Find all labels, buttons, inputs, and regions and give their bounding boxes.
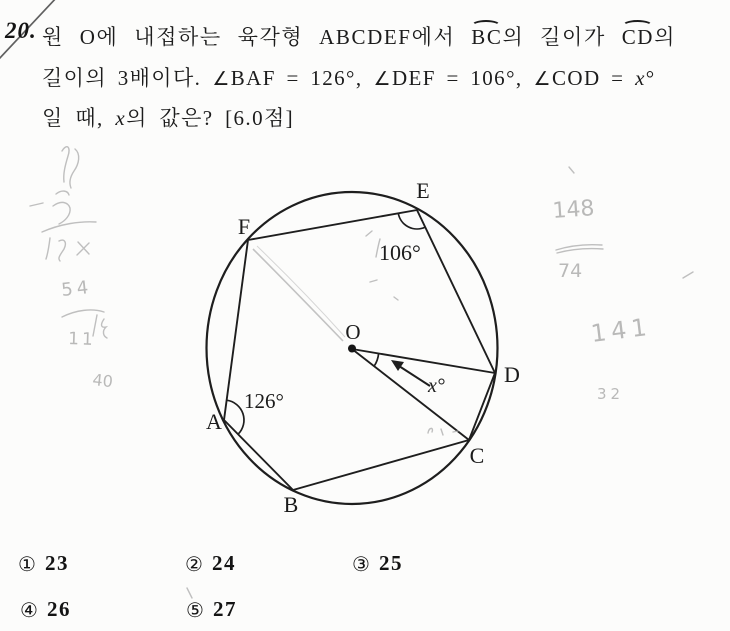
choice-4 (20, 597, 71, 622)
line3-text-b: 의 값은? [6.0점] (126, 106, 295, 130)
pencil-line-F-to-O (253, 246, 345, 341)
angle-value-at-E: 106° (379, 240, 421, 265)
label-F: F (237, 214, 251, 239)
angle-symbol: ∠ (533, 68, 552, 90)
variable-x: x (635, 66, 646, 90)
label-O: O (345, 320, 361, 344)
line2-angle-BAF: BAF = 126°, (230, 66, 363, 90)
angle-symbol: ∠ (373, 68, 392, 90)
arc-BC-notation (471, 25, 502, 50)
question-line1-prefix: 원 O에 내접하는 육각형 ABCDEF에서 (42, 25, 472, 49)
label-E: E (416, 178, 430, 203)
handwriting-right-frac-numerator: 148 (551, 196, 596, 224)
line2-text: 길이의 3배이다. (42, 66, 202, 90)
choice-1-value: 23 (44, 551, 69, 575)
angle-value-at-O: x° (428, 375, 445, 397)
x-angle-arrow (391, 360, 430, 386)
question-line1-suffix: 의 (654, 25, 676, 49)
line3-text-a: 일 때, (42, 106, 116, 130)
label-A: A (206, 409, 222, 434)
angle-value-at-A: 126° (244, 389, 284, 413)
center-point-O (348, 345, 356, 353)
handwriting-left-frac-denominator: 11 (67, 329, 97, 350)
pencil-small-marks (187, 231, 458, 598)
choice-5-marker: ⑤ (186, 597, 204, 622)
choice-2-marker: ② (185, 551, 203, 576)
choice-4-value: 26 (46, 597, 71, 621)
arc-CD-notation (622, 25, 654, 50)
pencil-scribbles-left (30, 147, 107, 338)
label-B: B (283, 492, 299, 517)
angle-arc-at-O (374, 354, 379, 367)
arc-BC-text: BC (471, 25, 503, 49)
choice-1-marker: ① (18, 551, 36, 576)
angle-arc-at-A (227, 400, 244, 434)
label-D: D (504, 362, 520, 387)
variable-x: x (115, 106, 127, 130)
question-line-3 (42, 102, 294, 132)
question-line-1 (42, 21, 676, 51)
choice-5 (186, 597, 237, 622)
choice-5-value: 27 (212, 597, 237, 621)
question-line1-mid: 의 길이가 (502, 25, 622, 49)
arc-CD-text: CD (621, 25, 655, 49)
choice-2-value: 24 (211, 551, 236, 575)
choice-3-marker: ③ (352, 551, 370, 576)
arc-overline-icon (622, 20, 653, 32)
degree-sign: ° (645, 66, 656, 90)
choice-3-value: 25 (378, 551, 403, 575)
handwriting-right-mid: 141 (589, 312, 654, 348)
handwriting-right-frac-denominator: 74 (558, 260, 583, 282)
label-C: C (469, 443, 485, 468)
choice-1 (18, 551, 69, 576)
angle-symbol: ∠ (212, 68, 231, 90)
line2-angle-DEF: DEF = 106°, (391, 66, 523, 90)
choice-4-marker: ④ (20, 597, 38, 622)
question-number: 20. (5, 18, 37, 43)
handwriting-right-bottom: 32 (597, 385, 625, 403)
handwriting-left-bottom: 40 (91, 370, 114, 392)
line2-angle-COD: COD = (551, 66, 636, 90)
choice-3 (352, 551, 403, 576)
choice-2 (185, 551, 236, 576)
angle-arc-at-E (398, 213, 425, 229)
question-line-2 (42, 62, 656, 92)
handwriting-left-frac-numerator: 54 (60, 276, 94, 301)
